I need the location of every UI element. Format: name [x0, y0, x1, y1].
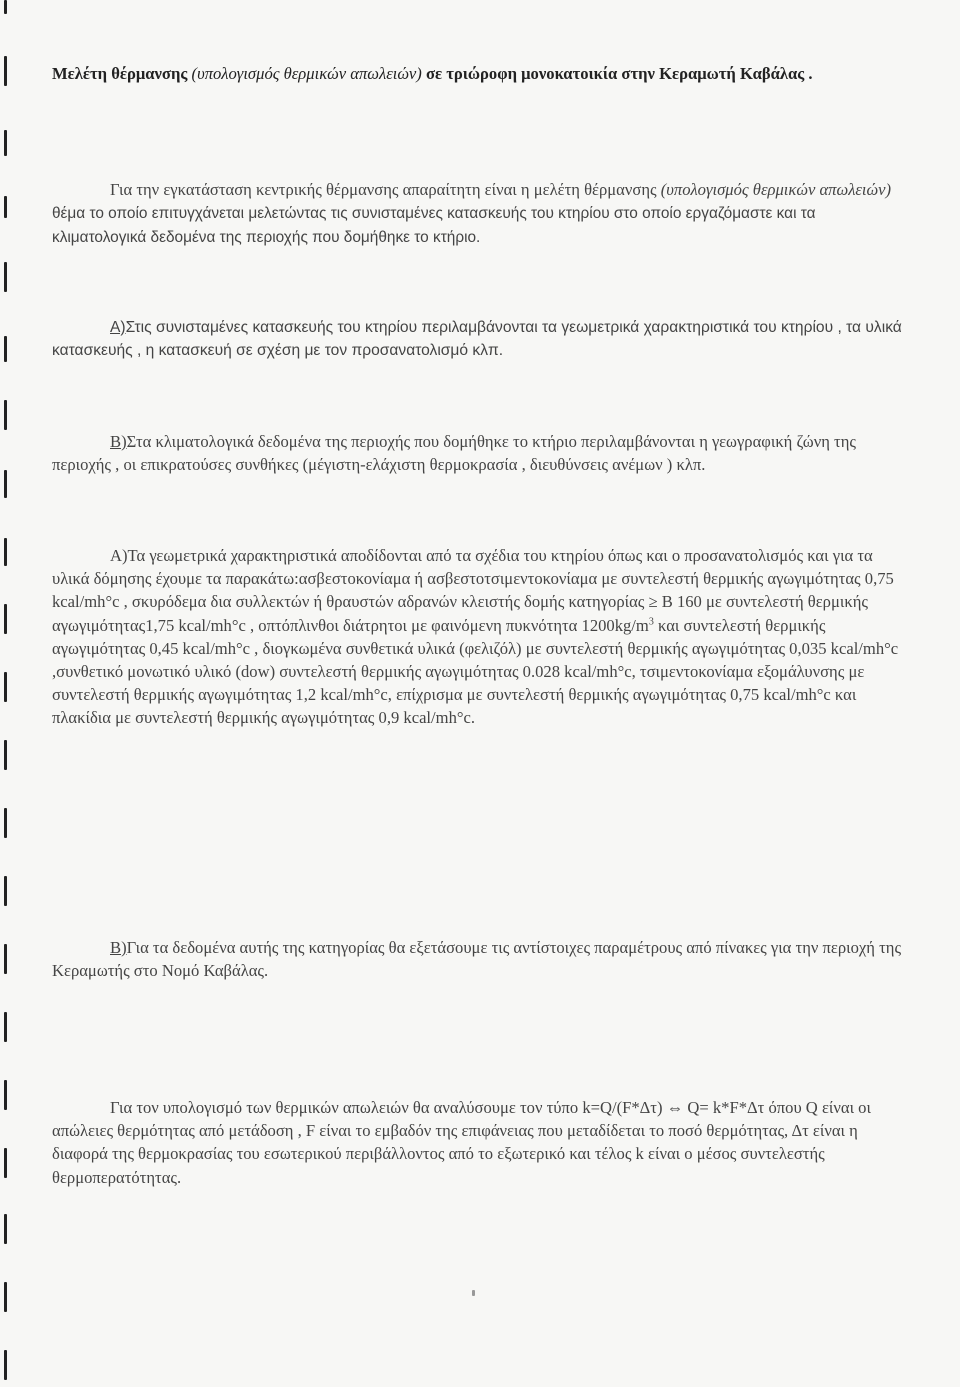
binding-mark [4, 56, 7, 86]
binding-mark [4, 470, 7, 498]
binding-mark [4, 196, 7, 218]
binding-mark [4, 262, 7, 292]
climate-data-paragraph [52, 936, 902, 982]
document-title [52, 62, 902, 85]
intro-text-start: Για την εγκατάσταση κεντρικής θέρμανσης απαραίτητη είναι η μελέτη θέρμανσης [110, 180, 657, 199]
binding-mark [4, 1282, 7, 1312]
binding-mark [4, 604, 7, 634]
intro-text-end: θέμα το οποίο επιτυγχάνεται μελετώντας τις συνισταμένες κατασκευής του κτηρίου στο οποίο εργαζόμαστε και τα κλιματολογικά δεδομένα της περιοχής που δομήθηκε το κτήριο. [52, 205, 816, 247]
scan-speck [472, 1290, 475, 1296]
binding-mark [4, 740, 7, 770]
section-b-label: B) [110, 432, 127, 451]
binding-mark [4, 944, 7, 974]
binding-mark [4, 1214, 7, 1244]
binding-mark [4, 1080, 7, 1110]
title-location: σε τριώροφη μονοκατοικία στην Κεραμωτή Καβάλας . [425, 64, 813, 83]
geometry-materials-paragraph [52, 544, 902, 730]
binding-mark [4, 808, 7, 838]
climate-label: B) [110, 938, 127, 957]
intro-paragraph [52, 178, 902, 250]
section-b-paragraph [52, 430, 902, 476]
section-a-text: Στις συνισταμένες κατασκευής του κτηρίου περιλαμβάνονται τα γεωμετρικά χαρακτηριστικά του κτηρίου , τα υλικά κατασκευής , η κατασκευή σε σχέση με τον προσανατολισμό κλπ. [52, 319, 902, 360]
climate-text: Για τα δεδομένα αυτής της κατηγορίας θα εξετάσουμε τις αντίστοιχες παραμέτρους από πίνακες για την περιοχή της Κεραμωτής στο Νομό Καβάλας. [52, 938, 902, 981]
binding-edge [0, 0, 16, 1387]
binding-mark [4, 0, 7, 14]
binding-mark [4, 876, 7, 906]
binding-mark [4, 1148, 7, 1178]
title-main: Μελέτη θέρμανσης [52, 64, 188, 83]
section-b-text: Στα κλιματολογικά δεδομένα της περιοχής που δομήθηκε το κτήριο περιλαμβάνονται η γεωγραφική ζώνη της περιοχής , οι επικρατούσες συνθήκες (μέγιστη-ελάχιστη θερμοκρασία , διευθύνσεις ανέμων ) κλπ. [52, 432, 856, 475]
geometry-text-start: Τα γεωμετρικά χαρακτηριστικά αποδίδονται από τα σχέδια του κτηρίου όπως και ο προσανατολισμός και για τα υλικά δόμησης έχουμε τα παρακάτω:ασβεστοκονίαμα ή ασβεστοτσιμεντοκονίαμα με συντελεστή θερμικής αγωγιμότητας 0,75 kcal/mh°c , σκυρόδεμα δια συλλεκτών ή θραυστών αδρανών κλειστής δομής κατηγορίας ≥ Β 160 με συντελεστή θερμικής αγωγιμότητας1,75 kcal/mh°c , οπτόπλινθοι διάτρητοι με φαινόμενη πυκνότητα 1200kg/m [52, 546, 894, 635]
section-a-paragraph [52, 316, 902, 362]
section-a-label: A) [110, 319, 126, 336]
formula-paragraph [52, 1096, 902, 1189]
binding-mark [4, 538, 7, 566]
geometry-label: A) [110, 546, 128, 565]
geometry-superscript: 3 [648, 616, 654, 628]
binding-mark [4, 130, 7, 156]
title-subtitle: (υπολογισμός θερμικών απωλειών) [191, 64, 422, 83]
formula-text: Για τον υπολογισμό των θερμικών απωλειών θα αναλύσουμε τον τύπο k=Q/(F*Δτ) ⇔ Q= k*F*Δτ όπου Q είναι οι απώλειες θερμότητας από μετάδοση , F είναι το εμβαδόν της επιφάνειας που μεταδίδεται το ποσό θερμότητας, Δτ είναι η διαφορά της θερμοκρασίας του εσωτερικού περιβάλλοντος από το εξωτερικό και τέλος k είναι ο μέσος συντελεστής θερμοπερατότητας. [52, 1098, 871, 1187]
binding-mark [4, 400, 7, 430]
binding-mark [4, 336, 7, 362]
binding-mark [4, 672, 7, 702]
binding-mark [4, 1350, 7, 1380]
intro-text-italic: (υπολογισμός θερμικών απωλειών) [660, 180, 892, 199]
geometry-text-end: και συντελεστή θερμικής αγωγιμότητας 0,45 kcal/mh°c , διογκωμένα συνθετικά υλικά (φελιζόλ) με συντελεστή θερμικής αγωγιμότητας 0,035 kcal/mh°c ,συνθετικό μονωτικό υλικό (dow) συντελεστή θερμικής αγωγιμότητας 0.028 kcal/mh°c, τσιμεντοκονίαμα εξομάλυνσης με συντελεστή θερμικής αγωγιμότητας 1,2 kcal/mh°c, επίχρισμα με συντελεστή θερμικής αγωγιμότητας 0,75 kcal/mh°c και πλακίδια με συντελεστή θερμικής αγωγιμότητας 0,9 kcal/mh°c. [52, 615, 899, 728]
binding-mark [4, 1012, 7, 1042]
